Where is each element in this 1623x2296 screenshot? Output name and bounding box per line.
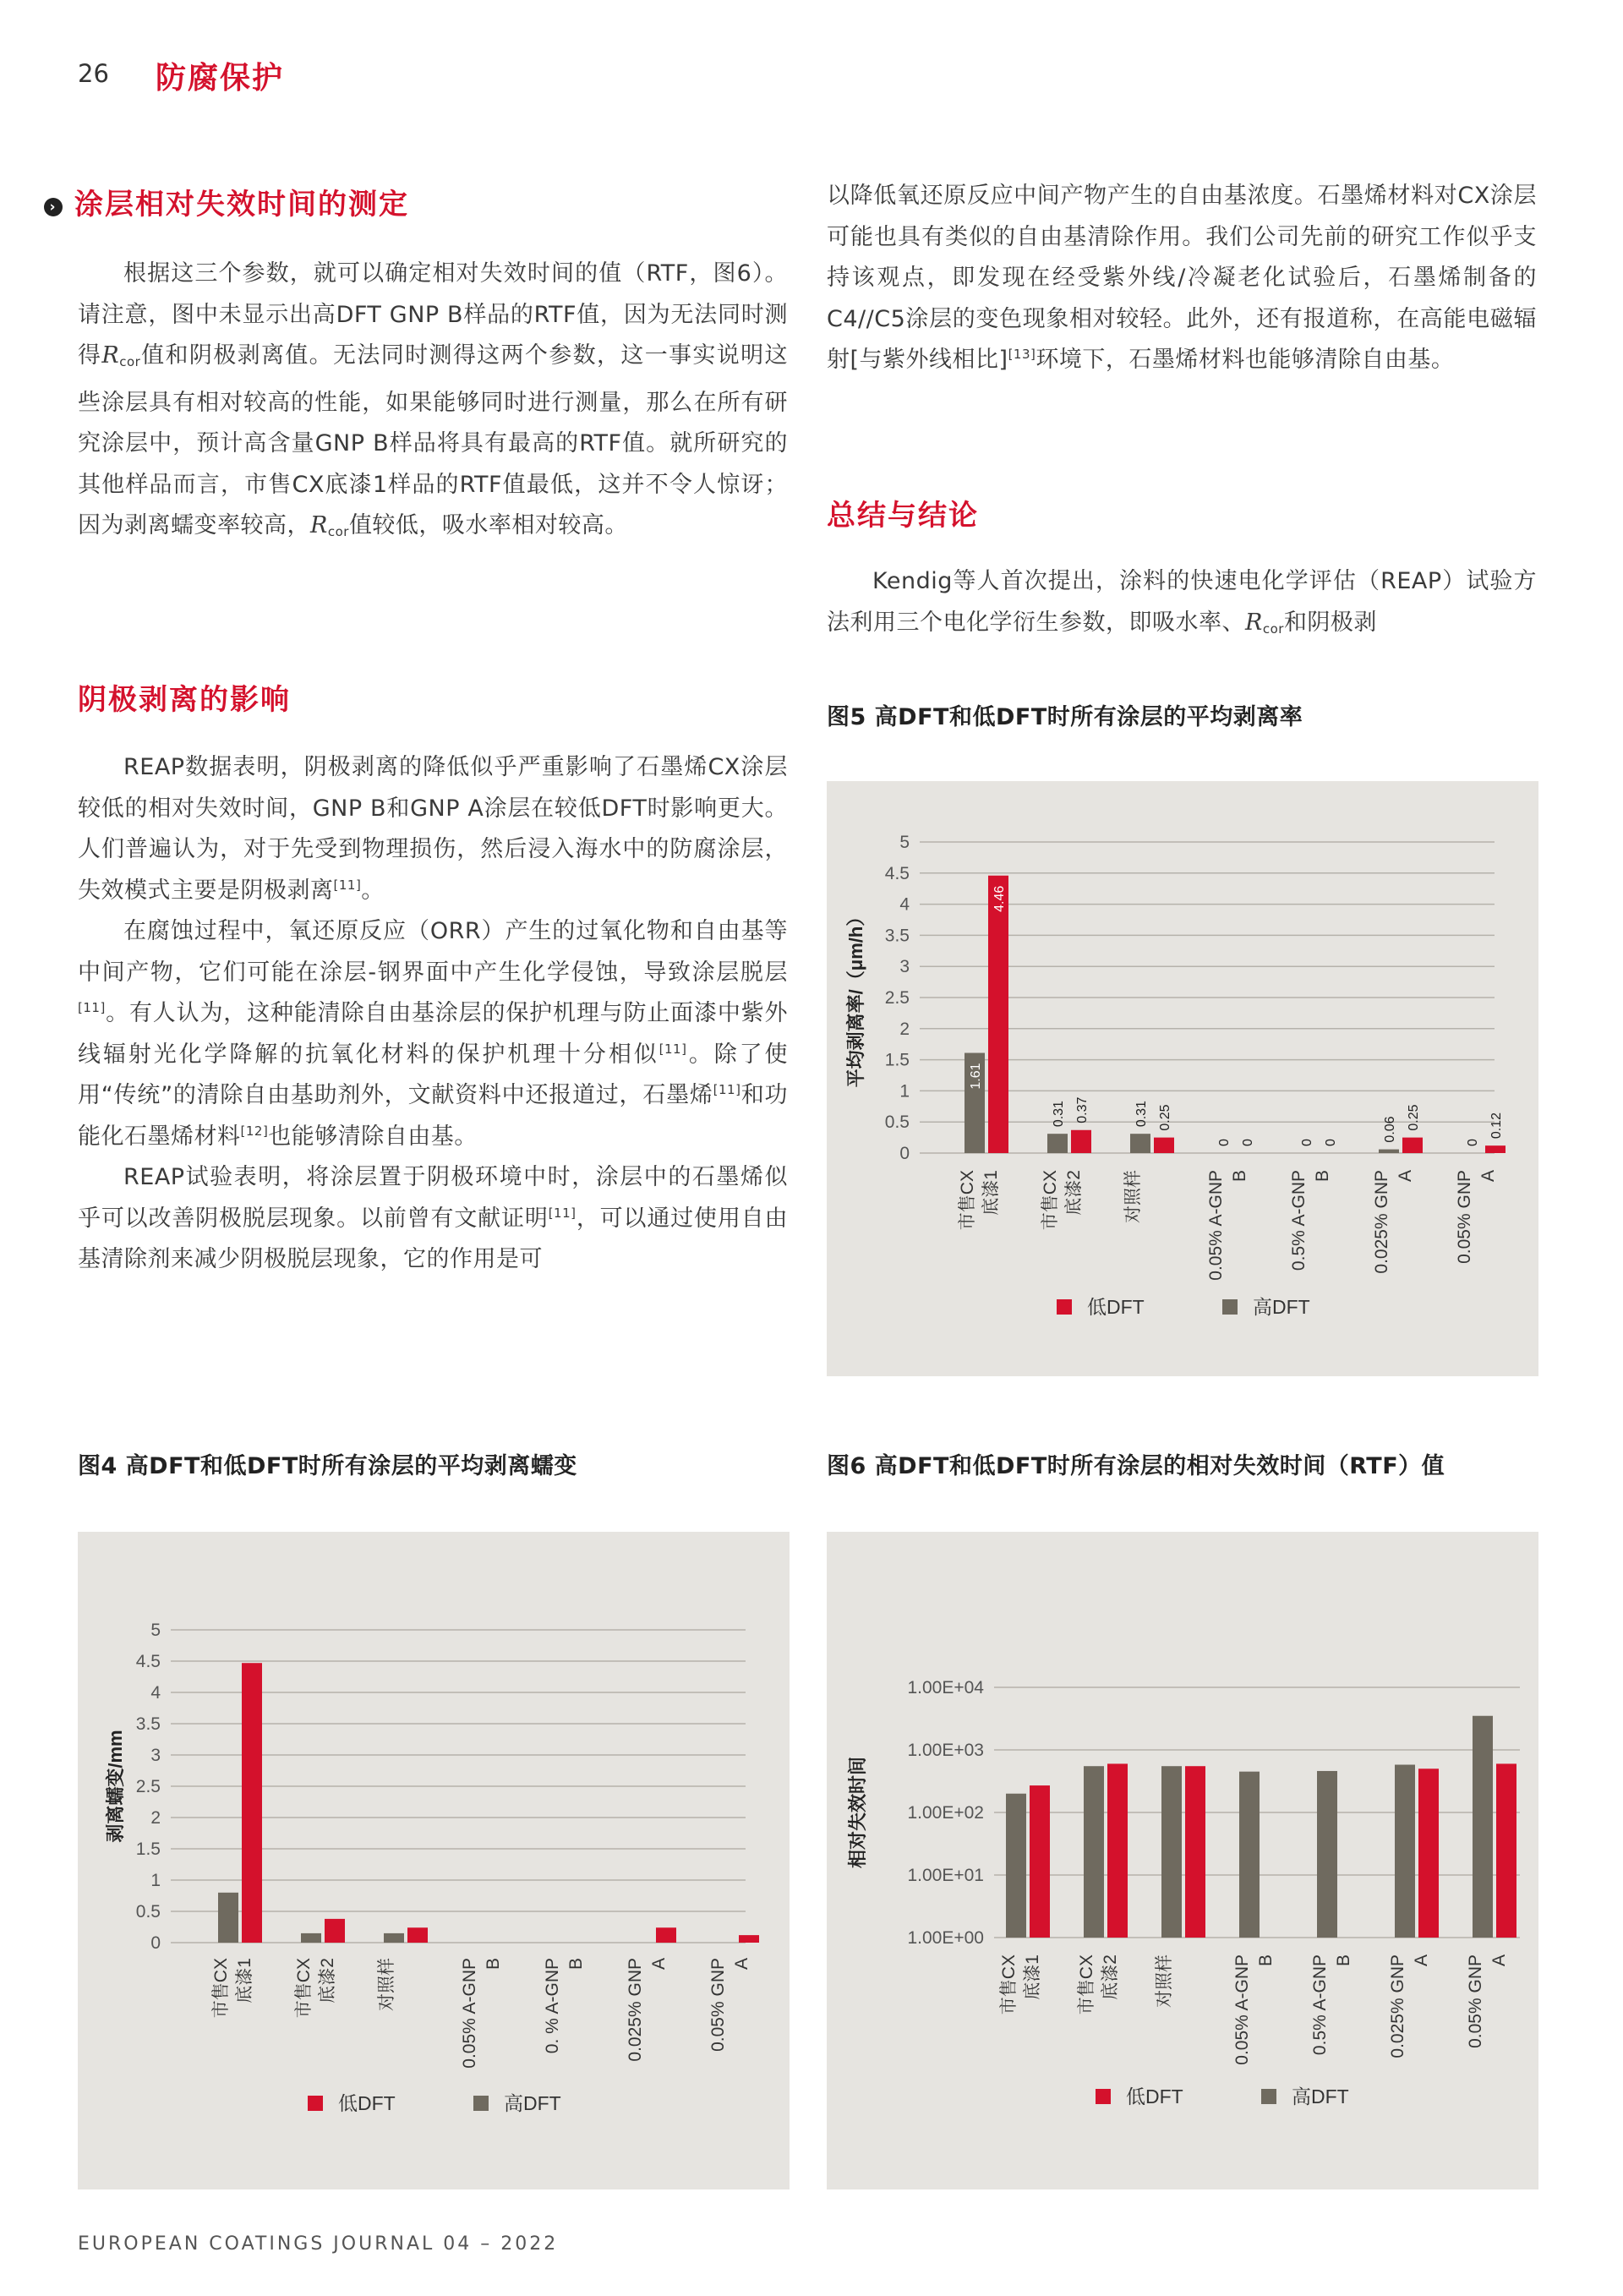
fig5-chart [827, 781, 1538, 1376]
category-label: 0.05% GNP [1455, 1170, 1474, 1264]
y-tick-label: 0 [150, 1933, 161, 1953]
category-label: B [1256, 1954, 1276, 1967]
y-tick-label: 5 [899, 833, 910, 852]
y-tick-label: 4 [150, 1683, 161, 1703]
paragraph-conclusion: Kendig等人首次提出，涂料的快速电化学评估（REAP）试验方法利用三个电化学衍生参数，即吸水率、$R_{cor}$和阴极剥 [827, 568, 1537, 637]
data-label: 0.12 [1489, 1112, 1504, 1140]
legend-swatch-high-dft [1261, 2089, 1276, 2104]
category-label: B [1334, 1954, 1353, 1967]
bar-low-dft [1071, 1130, 1091, 1153]
category-label: 市售CX [1077, 1954, 1096, 2015]
data-label: 0 [1466, 1139, 1480, 1146]
category-label: 底漆2 [318, 1958, 337, 2004]
category-label: A [1489, 1954, 1509, 1967]
category-label: 市售CX [999, 1954, 1019, 2015]
bar-high-dft [1239, 1772, 1260, 1938]
category-label: B [566, 1958, 586, 1971]
bar-high-dft [1084, 1766, 1104, 1938]
y-tick-label: 0.5 [135, 1902, 161, 1922]
bar-high-dft [1317, 1771, 1337, 1938]
y-tick-label: 3 [150, 1746, 161, 1765]
category-label: 0.05% A-GNP [460, 1958, 479, 2069]
y-tick-label: 3 [899, 957, 910, 977]
bar-high-dft [1161, 1766, 1182, 1938]
y-tick-label: 1.5 [135, 1840, 161, 1859]
paragraph-rtf: 根据这三个参数，就可以确定相对失效时间的值（RTF，图6）。请注意，图中未显示出高DFT GNP B样品的RTF值，因为无法同时测得$R_{cor}$值和阴极剥离值。无法同时测得这两个参数，这一事实说明这些涂层具有相对较高的性能，如果能够同时进行测量，那么在所有研究涂层中，预计高含量GNP B样品将具有最高的RTF值。就所研究的其他样品而言，市售CX底漆1样品的RTF值最低，这并不令人惊讶；因为剥离蠕变率较高，$R_{cor}$值较低，吸水率相对较高。 [78, 260, 788, 539]
category-label: 0.5% A-GNP [1310, 1954, 1330, 2056]
category-label: 市售CX [1041, 1170, 1060, 1231]
legend-swatch-low-dft [1096, 2089, 1111, 2104]
category-label: 市售CX [958, 1170, 977, 1231]
category-label: 底漆2 [1101, 1954, 1120, 2000]
bar-high-dft [384, 1933, 404, 1943]
bar-low-dft [325, 1919, 345, 1943]
legend-label-high-dft: 高DFT [1292, 2086, 1349, 2107]
category-label: 底漆2 [1064, 1170, 1084, 1216]
legend-label-high-dft: 高DFT [504, 2092, 561, 2114]
chevron-right-icon: › [44, 198, 63, 216]
section-title: 防腐保护 [156, 61, 285, 96]
category-label: A [1412, 1954, 1431, 1967]
heading-cathodic: 阴极剥离的影响 [78, 683, 291, 717]
data-label: 0 [1241, 1139, 1255, 1146]
bar-low-dft [739, 1935, 759, 1943]
legend-label-low-dft: 低DFT [1087, 1296, 1145, 1318]
page-number: 26 [78, 59, 109, 88]
fig4-chart-panel [78, 1532, 790, 2189]
category-label: 底漆1 [981, 1170, 1001, 1216]
fig4-chart [78, 1532, 790, 2189]
bar-low-dft [656, 1927, 676, 1943]
category-label: 市售CX [211, 1958, 231, 2019]
legend-label-low-dft: 低DFT [338, 2092, 396, 2114]
category-label: 对照样 [1155, 1954, 1174, 2008]
bar-low-dft [1418, 1768, 1439, 1938]
data-label: 0 [1300, 1139, 1314, 1146]
category-label: A [1396, 1170, 1415, 1183]
fig6-chart [827, 1532, 1538, 2189]
category-label: 0.025% GNP [626, 1958, 645, 2062]
data-label: 0 [1324, 1139, 1338, 1146]
y-tick-label: 3.5 [884, 926, 910, 946]
category-label: 底漆1 [235, 1958, 254, 2004]
bar-low-dft [1496, 1763, 1516, 1938]
data-label: 0.31 [1052, 1101, 1066, 1128]
legend-swatch-high-dft [473, 2096, 489, 2111]
fig6-caption: 图6 高DFT和低DFT时所有涂层的相对失效时间（RTF）值 [827, 1453, 1445, 1479]
y-tick-label: 5 [150, 1621, 161, 1640]
category-label: 0.05% GNP [708, 1958, 728, 2052]
y-tick-label: 1 [150, 1871, 161, 1890]
bar-high-dft [1379, 1150, 1399, 1153]
y-axis-label: 剥离蠕变/mm [105, 1730, 126, 1843]
heading-conclusion: 总结与结论 [827, 499, 979, 533]
y-tick-label: 1.5 [884, 1050, 910, 1070]
category-label: B [1230, 1170, 1249, 1183]
bar-high-dft [1130, 1134, 1150, 1153]
paragraph-cathodic: REAP数据表明，阴极剥离的降低似乎严重影响了石墨烯CX涂层较低的相对失效时间，GNP B和GNP A涂层在较低DFT时影响更大。人们普遍认为，对于先受到物理损伤，然后浸入海水中的防腐涂层，失效模式主要是阴极剥离[11]。 在腐蚀过程中，氧还原反应（ORR）产生的过氧化物和自由基等中间产物，它们可能在涂层-钢界面中产生化学侵蚀，导致涂层脱层[11]。有人认为，这种能清除自由基涂层的保护机理与防止面漆中紫外线辐射光化学降解的抗氧化材料的保护机理十分相似[11]。除了使用“传统”的清除自由基助剂外，文献资料中还报道过，石墨烯[11]和功能化石墨烯材料[12]也能够清除自由基。 REAP试验表明，将涂层置于阴极环境中时，涂层中的石墨烯似乎可以改善阴极脱层现象。以前曾有文献证明[11]，可以通过使用自由基清除剂来减少阴极脱层现象，它的作用是可 [78, 754, 789, 1272]
fig4-caption: 图4 高DFT和低DFT时所有涂层的平均剥离蠕变 [78, 1453, 577, 1479]
y-tick-label: 1.00E+03 [907, 1741, 984, 1760]
y-axis-label: 相对失效时间 [847, 1756, 868, 1869]
category-label: 0.05% A-GNP [1232, 1954, 1252, 2065]
bar-high-dft [1395, 1765, 1415, 1938]
y-tick-label: 0.5 [884, 1112, 910, 1133]
bar-low-dft [1107, 1763, 1128, 1938]
y-tick-label: 1.00E+04 [907, 1678, 984, 1697]
bar-low-dft [1402, 1138, 1423, 1153]
fig5-chart-panel [827, 781, 1538, 1376]
y-axis-label: 平均剥离率/（μm/h） [845, 907, 866, 1088]
category-label: A [732, 1958, 751, 1971]
bar-low-dft [988, 876, 1008, 1153]
y-tick-label: 2 [150, 1808, 161, 1828]
y-tick-label: 2.5 [884, 988, 910, 1008]
y-tick-label: 1 [899, 1081, 910, 1102]
bar-high-dft [301, 1933, 321, 1943]
footer-journal: EUROPEAN COATINGS JOURNAL 04 – 2022 [78, 2233, 559, 2255]
data-label: 0.31 [1134, 1101, 1149, 1128]
category-label: 0.025% GNP [1372, 1170, 1391, 1274]
bar-high-dft [218, 1893, 238, 1943]
legend-swatch-low-dft [308, 2096, 323, 2111]
y-tick-label: 1.00E+00 [907, 1928, 984, 1948]
fig5-caption: 图5 高DFT和低DFT时所有涂层的平均剥离率 [827, 704, 1303, 730]
legend-swatch-low-dft [1057, 1299, 1072, 1315]
heading-rtf-text: 涂层相对失效时间的测定 [74, 188, 409, 221]
data-label: 1.61 [969, 1063, 983, 1090]
y-tick-label: 4.5 [884, 863, 910, 883]
category-label: B [1313, 1170, 1332, 1183]
data-label: 0.37 [1075, 1096, 1090, 1123]
data-label: 0.06 [1383, 1116, 1397, 1143]
y-tick-label: 1.00E+02 [907, 1803, 984, 1823]
bar-low-dft [1485, 1145, 1506, 1153]
category-label: 0.05% GNP [1466, 1954, 1485, 2048]
bar-low-dft [242, 1663, 262, 1943]
y-tick-label: 2.5 [135, 1777, 161, 1796]
category-label: 市售CX [294, 1958, 314, 2019]
y-tick-label: 2 [899, 1019, 910, 1039]
category-label: A [1478, 1170, 1498, 1183]
bar-low-dft [1030, 1785, 1050, 1938]
data-label: 0.25 [1407, 1104, 1421, 1131]
category-label: A [649, 1958, 669, 1971]
bar-low-dft [1154, 1138, 1174, 1153]
category-label: 0.025% GNP [1388, 1954, 1407, 2058]
legend-label-low-dft: 低DFT [1126, 2086, 1183, 2107]
legend-swatch-high-dft [1222, 1299, 1238, 1315]
fig6-chart-panel [827, 1532, 1538, 2189]
category-label: 0.05% A-GNP [1206, 1170, 1226, 1281]
bar-high-dft [1047, 1134, 1068, 1153]
legend-label-high-dft: 高DFT [1253, 1296, 1310, 1318]
category-label: B [484, 1958, 503, 1971]
data-label: 0 [1217, 1139, 1232, 1146]
paragraph-right-top: 以降低氧还原反应中间产物产生的自由基浓度。石墨烯材料对CX涂层可能也具有类似的自由基清除作用。我们公司先前的研究工作似乎支持该观点，即发现在经受紫外线/冷凝老化试验后，石墨烯制备的C4//C5涂层的变色现象相对较轻。此外，还有报道称，在高能电磁辐射[与紫外线相比][13]环境下，石墨烯材料也能够清除自由基。 [827, 183, 1537, 373]
category-label: 对照样 [377, 1958, 396, 2011]
heading-rtf [44, 181, 409, 222]
category-label: 0.5% A-GNP [1289, 1170, 1309, 1271]
y-tick-label: 0 [899, 1144, 910, 1163]
category-label: 对照样 [1123, 1170, 1143, 1223]
category-label: 0. % A-GNP [543, 1958, 562, 2054]
bar-low-dft [1185, 1766, 1205, 1938]
y-tick-label: 4.5 [135, 1652, 161, 1671]
bar-low-dft [407, 1927, 428, 1943]
category-label: 底漆1 [1023, 1954, 1042, 2000]
data-label: 4.46 [992, 885, 1007, 912]
data-label: 0.25 [1158, 1104, 1172, 1131]
y-tick-label: 3.5 [135, 1714, 161, 1734]
bar-high-dft [1006, 1794, 1026, 1938]
y-tick-label: 1.00E+01 [907, 1866, 984, 1885]
bar-high-dft [1473, 1716, 1493, 1938]
y-tick-label: 4 [899, 894, 910, 915]
